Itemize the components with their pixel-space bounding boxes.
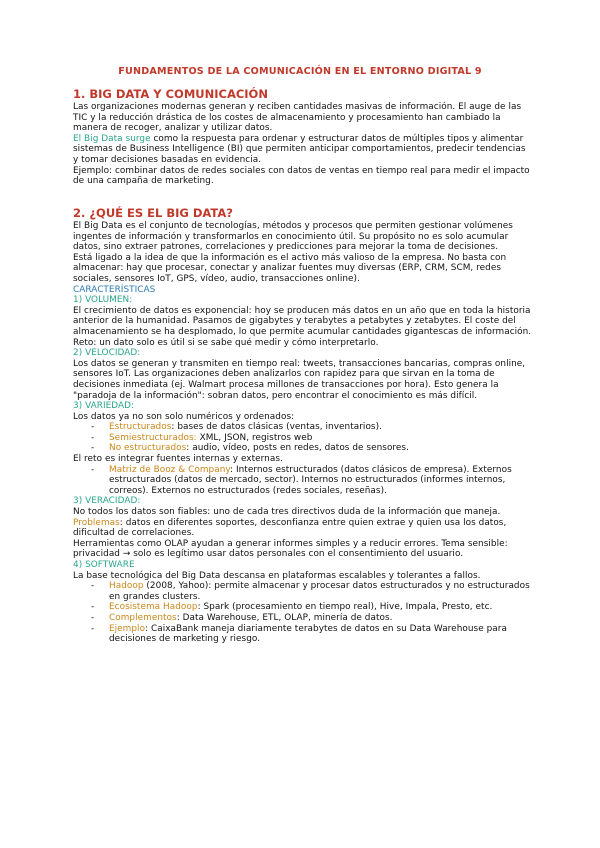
list-item (73, 422, 533, 433)
s1-paragraph-2 (73, 134, 533, 166)
veracity-heading: 3) VERACIDAD: (73, 496, 141, 507)
veracity-paragraph-1: No todos los datos son fiables: uno de cada tres directivos duda de la información que maneja. (73, 507, 501, 518)
s1-paragraph-3: Ejemplo: combinar datos de redes sociales con datos de ventas en tiempo real para medir el impacto de una campaña de marketing. (73, 165, 530, 187)
software-item-text: : Data Warehouse, ETL, OLAP, minería de datos. (176, 612, 393, 623)
software-item-label: Hadoop (109, 581, 144, 592)
list-item (73, 602, 533, 613)
variety-item-label: Estructurados (109, 422, 172, 433)
booz-matrix-list (73, 465, 533, 497)
page-title: FUNDAMENTOS DE LA COMUNICACIÓN EN EL ENTORNO DIGITAL 9 (118, 66, 482, 77)
software-heading: 4) SOFTWARE (73, 560, 135, 570)
variety-list (73, 422, 533, 454)
s2-paragraph-1: El Big Data es el conjunto de tecnologías, métodos y procesos que permiten gestionar volúmenes ingentes de información y transformarlos en conocimiento útil. Su propósito no es solo acumular datos, sino extraer patrones, correlaciones y predicciones para mejorar la toma de decisiones. (73, 221, 513, 253)
variety-intro: Los datos ya no son solo numéricos y ordenados: (73, 411, 295, 422)
volume-paragraph: El crecimiento de datos es exponencial: hoy se producen más datos en un año que en toda la historia anterior de la humanidad. Pasamos de gigabytes y terabytes a petabytes y zetabytes. El coste del almacenamiento se ha desplomado, lo que permite acumular cantidades gigantescas de información. Reto: un dato solo es útil si se sabe qué medir y cómo interpretarlo. (73, 305, 532, 348)
variety-item-text: : bases de datos clásicas (ventas, inventarios). (171, 422, 382, 433)
software-item-label: Ecosistema Hadoop (109, 602, 198, 613)
software-paragraph: La base tecnológica del Big Data descansa en plataformas escalables y tolerantes a fallos. (73, 570, 481, 581)
velocity-heading: 2) VELOCIDAD: (73, 348, 141, 359)
big-data-surge-label: El Big Data surge (73, 133, 151, 144)
software-item-text: (2008, Yahoo): permite almacenar y procesar datos estructurados y no estructurados en grandes clusters. (109, 581, 530, 602)
variety-item-label: Semiestructurados: (109, 432, 197, 443)
software-item-text: : Spark (procesamiento en tiempo real), Hive, Impala, Presto, etc. (197, 602, 493, 613)
variety-heading: 3) VARIEDAD: (73, 401, 135, 412)
list-item (73, 465, 533, 497)
problems-label: Problemas (73, 517, 120, 528)
s2-paragraph-2: Está ligado a la idea de que la información es el activo más valioso de la empresa. No basta con almacenar: hay que procesar, conectar y analizar fuentes muy diversas (ERP, CRM, SCM, redes sociales, sensores IoT, GPS, vídeo, audio, transacciones online). (73, 252, 507, 284)
characteristics-heading: CARACTERÍSTICAS (73, 284, 156, 295)
booz-matrix-text: : Internos estructurados (datos clásicos de empresa). Externos estructurados (datos de mercado, sector). Internos no estructurados (informes internos, correos). Externos no estructurados (redes sociales, reseñas). (109, 464, 512, 496)
software-list (73, 581, 533, 645)
variety-item-text: XML, JSON, registros web (196, 432, 313, 443)
section-2-body (73, 221, 533, 645)
list-item (73, 624, 533, 645)
list-item (73, 443, 533, 454)
list-item (73, 433, 533, 444)
booz-matrix-label: Matriz de Booz & Company (109, 464, 231, 475)
velocity-paragraph: Los datos se generan y transmiten en tiempo real: tweets, transacciones bancarias, compras online, sensores IoT. Las organizaciones deben analizarlos con rapidez para que sirvan en la toma de decisiones inmediata (ej. Walmart procesa millones de transacciones por hora). Esto genera la "paradoja de la información": sobran datos, pero encontrar el conocimiento es más difícil. (73, 358, 526, 401)
software-item-text: : CaixaBank maneja diariamente terabytes de datos en su Data Warehouse para decisiones de marketing y riesgo. (109, 623, 507, 645)
software-item-label: Ejemplo (109, 623, 146, 634)
section-1-heading: 1. BIG DATA Y COMUNICACIÓN (73, 87, 268, 101)
variety-item-label: No estructurados (109, 443, 187, 454)
s1-paragraph-2-text: como la respuesta para ordenar y estructurar datos de múltiples tipos y alimentar sistemas de Business Intelligence (BI) que permiten anticipar comportamientos, predecir tendencias y tomar decisiones basadas en evidencia. (73, 133, 526, 165)
variety-item-text: : audio, vídeo, posts en redes, datos de sensores. (186, 443, 409, 454)
s1-paragraph-1: Las organizaciones modernas generan y reciben cantidades masivas de información. El auge de las TIC y la reducción drástica de los costes de almacenamiento y procesamiento han cambiado la manera de recoger, analizar y utilizar datos. (73, 102, 522, 134)
list-item (73, 613, 533, 624)
section-2-heading: 2. ¿QUÉ ES EL BIG DATA? (73, 206, 233, 220)
list-item (73, 581, 533, 602)
section-1-body (73, 102, 533, 187)
veracity-paragraph-2 (73, 518, 533, 539)
problems-text: : datos en diferentes soportes, desconfianza entre quien extrae y quien usa los datos, dificultad de correlaciones. (73, 517, 507, 539)
veracity-paragraph-3: Herramientas como OLAP ayudan a generar informes simples y a reducir errores. Tema sensible: privacidad → solo es legítimo usar datos personales con el consentimiento del usuario. (73, 538, 508, 560)
volume-heading: 1) VOLUMEN: (73, 295, 133, 306)
software-item-label: Complementos (109, 612, 177, 623)
variety-challenge: El reto es integrar fuentes internas y externas. (73, 454, 283, 465)
